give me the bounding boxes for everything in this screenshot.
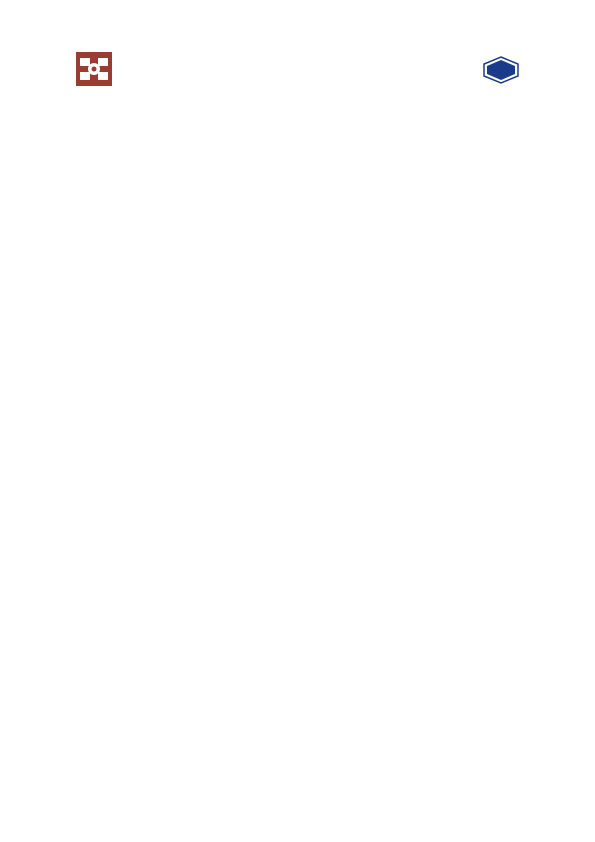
journal-header — [76, 52, 521, 88]
processes-gear-logo-icon — [76, 52, 112, 86]
mdpi-logo-icon — [481, 56, 521, 84]
